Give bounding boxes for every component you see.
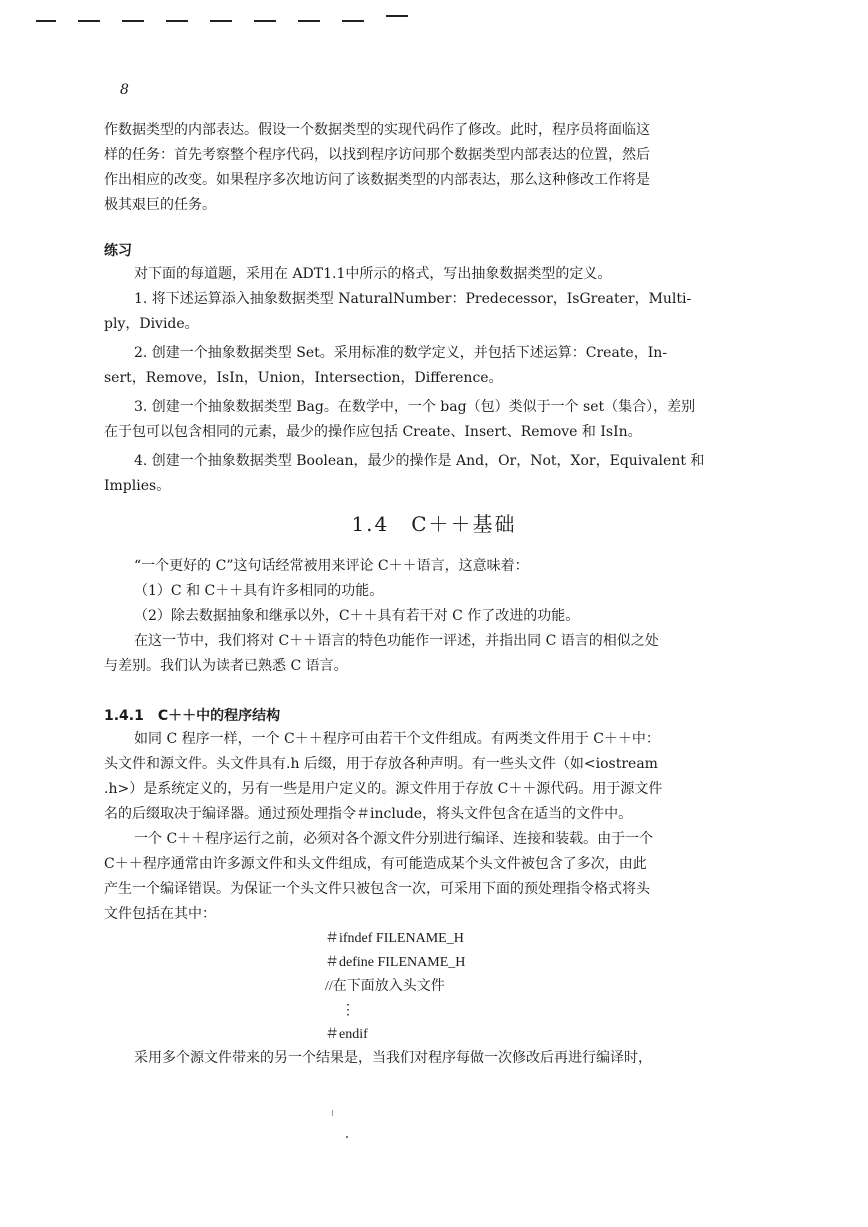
exercise-item-2	[104, 341, 714, 391]
text-line: 文件包括在其中：	[104, 906, 216, 922]
subsection-title: 1.4.1 C＋＋中的程序结构	[104, 708, 281, 724]
text-line: “一个更好的 C”这句话经常被用来评论 C＋＋语言，这意味着：	[134, 558, 529, 574]
section-intro	[104, 554, 714, 679]
text-line: 1. 将下述运算添入抽象数据类型 NaturalNumber：Predecessor，IsGreater，Multi-	[134, 291, 692, 307]
text-line: .h>）是系统定义的，另有一些是用户定义的。源文件用于存放 C＋＋源代码。用于源文件	[104, 781, 663, 797]
text-line: 如同 C 程序一样，一个 C＋＋程序可由若干个文件组成。有两类文件用于 C＋＋中：	[134, 731, 660, 747]
text-line: 4. 创建一个抽象数据类型 Boolean，最少的操作是 And，Or，Not，Xor，Equivalent 和	[134, 453, 705, 469]
code-line: ＃define FILENAME_H	[325, 955, 466, 970]
code-block	[325, 927, 465, 1047]
header-rule	[36, 20, 416, 34]
code-line: //在下面放入头文件	[325, 979, 445, 994]
text-line: （2）除去数据抽象和继承以外，C＋＋具有若干对 C 作了改进的功能。	[134, 608, 580, 624]
text-line: C＋＋程序通常由许多源文件和头文件组成，有可能造成某个头文件被包含了多次，由此	[104, 856, 647, 872]
text-line: 一个 C＋＋程序运行之前，必须对各个源文件分别进行编译、连接和装载。由于一个	[134, 831, 654, 847]
page-number: 8	[120, 82, 129, 98]
section-title: 1.4 C＋＋基础	[351, 512, 517, 536]
exercise-item-1	[104, 287, 714, 337]
exercises-intro: 对下面的每道题，采用在 ADT1.1中所示的格式，写出抽象数据类型的定义。	[134, 266, 612, 282]
text-line: 头文件和源文件。头文件具有.h 后缀，用于存放各种声明。有一些头文件（如<iostream	[104, 756, 658, 772]
text-line: ply，Divide。	[104, 316, 199, 332]
text-line: 作出相应的改变。如果程序多次地访问了该数据类型的内部表达，那么这种修改工作将是	[104, 172, 650, 188]
text-line: 作数据类型的内部表达。假设一个数据类型的实现代码作了修改。此时，程序员将面临这	[104, 122, 650, 138]
text-line: 3. 创建一个抽象数据类型 Bag。在数学中，一个 bag（包）类似于一个 set（集合），差别	[134, 399, 696, 415]
text-line: 产生一个编译错误。为保证一个头文件只被包含一次，可采用下面的预处理指令格式将头	[104, 881, 650, 897]
text-line: 采用多个源文件带来的另一个结果是，当我们对程序每做一次修改后再进行编译时，	[134, 1050, 652, 1066]
text-line: 极其艰巨的任务。	[104, 197, 216, 213]
closing-paragraph	[104, 1046, 714, 1071]
text-line: （1）C 和 C＋＋具有许多相同的功能。	[134, 583, 384, 599]
text-line: 在这一节中，我们将对 C＋＋语言的特色功能作一评述，并指出同 C 语言的相似之处	[134, 633, 659, 649]
exercise-item-3	[104, 395, 714, 445]
code-ellipsis: ⋮	[341, 1003, 355, 1018]
subsection-paragraph-2	[104, 827, 714, 927]
text-line: Implies。	[104, 478, 171, 494]
exercises-heading: 练习	[104, 243, 132, 259]
text-line: sert，Remove，IsIn，Union，Intersection，Difference。	[104, 370, 503, 386]
subsection-paragraph-1	[104, 727, 714, 827]
intro-paragraph	[104, 118, 714, 218]
text-line: 在于包可以包含相同的元素，最少的操作应包括 Create、Insert、Remove 和 IsIn。	[104, 424, 642, 440]
text-line: 2. 创建一个抽象数据类型 Set。采用标准的数学定义，并包括下述运算：Create，In-	[134, 345, 667, 361]
text-line: 与差别。我们认为读者已熟悉 C 语言。	[104, 658, 348, 674]
scan-specks	[330, 1108, 360, 1148]
code-line: ＃ifndef FILENAME_H	[325, 931, 464, 946]
exercises-list	[104, 262, 714, 499]
exercise-item-4	[104, 449, 714, 499]
code-line: ＃endif	[325, 1027, 368, 1042]
text-line: 名的后缀取决于编译器。通过预处理指令＃include，将头文件包含在适当的文件中。	[104, 806, 633, 822]
text-line: 样的任务：首先考察整个程序代码，以找到程序访问那个数据类型内部表达的位置，然后	[104, 147, 650, 163]
